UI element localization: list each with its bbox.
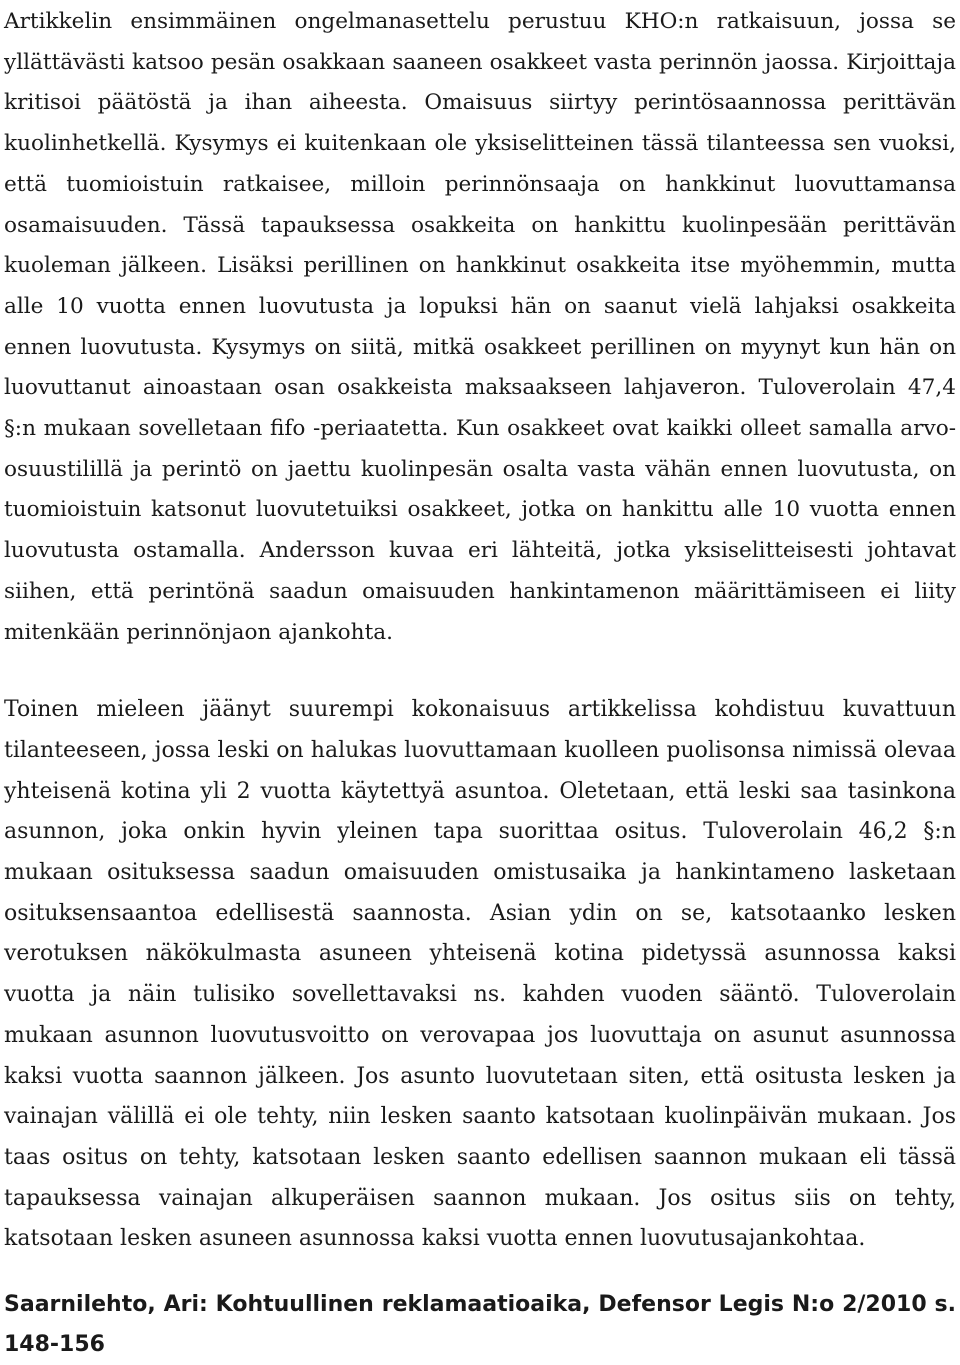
paragraph-2: Toinen mieleen jäänyt suurempi kokonaisuus artikkelissa kohdistuu kuvattuun tilanteeseen, jossa leski on halukas luovuttamaan kuolleen puolisonsa nimissä olevaa yhteisenä kotina yli 2 vuotta käytettyä asuntoa. Oletetaan, että leski saa tasinkona asunnon, joka onkin hyvin yleinen tapa suorittaa ositus. Tuloverolain 46,2 §:n mukaan osituksessa saadun omaisuuden omistusaika ja hankintameno lasketaan osituksensaantoa edellisestä saannosta. Asian ydin on se, katsotaanko lesken verotuksen näkökulmasta asuneen yhteisenä kotina pidetyssä asunnossa kaksi vuotta ja näin tulisiko sovellettavaksi ns. kahden vuoden sääntö. Tuloverolain mukaan asunnon luovutusvoitto on verovapaa jos luovuttaja on asunut asunnossa kaksi vuotta saannon jälkeen. Jos asunto luovutetaan siten, että ositusta lesken ja vainajan välillä ei ole tehty, niin lesken saanto katsotaan kuolinpäivän mukaan. Jos taas ositus on tehty, katsotaan lesken saanto edellisen saannon mukaan eli tässä tapauksessa vainajan alkuperäisen saannon mukaan. Jos ositus siis on tehty, katsotaan lesken asuneen asunnossa kaksi vuotta ennen luovutusajankohtaa. — [4, 697, 956, 1252]
document-page — [4, 0, 956, 1365]
reference-citation: Saarnilehto, Ari: Kohtuullinen reklamaatioaika, Defensor Legis N:o 2/2010 s. 148-156 — [4, 1292, 956, 1358]
paragraph-1: Artikkelin ensimmäinen ongelmanasettelu perustuu KHO:n ratkaisuun, jossa se yllättävästi katsoo pesän osakkaan saaneen osakkeet vasta perinnön jaossa. Kirjoittaja kritisoi päätöstä ja ihan aiheesta. Omaisuus siirtyy perintösaannossa perittävän kuolinhetkellä. Kysymys ei kuitenkaan ole yksiselitteinen tässä tilanteessa sen vuoksi, että tuomioistuin ratkaisee, milloin perinnönsaaja on hankkinut luovuttamansa osamaisuuden. Tässä tapauksessa osakkeita on hankittu kuolinpesään perittävän kuoleman jälkeen. Lisäksi perillinen on hankkinut osakkeita itse myöhemmin, mutta alle 10 vuotta ennen luovutusta ja lopuksi hän on saanut vielä lahjaksi osakkeita ennen luovutusta. Kysymys on siitä, mitkä osakkeet perillinen on myynyt kun hän on luovuttanut ainoastaan osan osakkeista maksaakseen lahjaveron. Tuloverolain 47,4 §:n mukaan sovelletaan fifo -periaatetta. Kun osakkeet ovat kaikki olleet samalla arvo-osuustilillä ja perintö on jaettu kuolinpesän osalta vasta vähän ennen luovutusta, on tuomioistuin katsonut luovutetuiksi osakkeet, jotka on hankittu alle 10 vuotta ennen luovutusta ostamalla. Andersson kuvaa eri lähteitä, jotka yksiselitteisesti johtavat siihen, että perintönä saadun omaisuuden hankintamenon määrittämiseen ei liity mitenkään perinnönjaon ajankohta. — [4, 9, 956, 645]
